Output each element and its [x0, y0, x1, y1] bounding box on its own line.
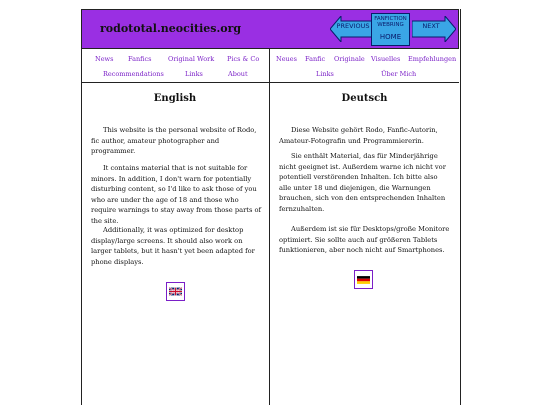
webring-next-label[interactable]: NEXT: [422, 22, 440, 30]
deutsch-nav: [270, 49, 459, 83]
english-heading: English: [153, 93, 197, 104]
english-nav: [81, 49, 269, 83]
uk-flag-icon[interactable]: [166, 282, 185, 301]
nav-pics-co[interactable]: Pics & Co: [227, 55, 260, 63]
webring-home-button[interactable]: [371, 13, 410, 46]
nav-news[interactable]: News: [95, 55, 114, 63]
nav-neues[interactable]: Neues: [276, 55, 297, 63]
site-title: rodototal.neocities.org: [100, 22, 242, 35]
nav-fanfics[interactable]: Fanfics: [128, 55, 152, 63]
content-columns: [81, 49, 459, 405]
webring-previous-label[interactable]: PREVIOUS: [336, 22, 370, 30]
english-paragraph-3: Additionally, it was optimized for desktop display/large screens. It should also work on larger tablets, but it hasn't yet been adapted for phone displays.: [91, 226, 255, 266]
nav-about[interactable]: About: [228, 70, 248, 78]
english-paragraph-2: It contains material that is not suitable for minors. In addition, I don't warn for potentially disturbing content, so I'd like to ask those of you who are under the age of 18 and those who require warnings to stay away from those parts of the site.: [91, 164, 262, 225]
webring-home-label: HOME: [379, 33, 402, 41]
fanfiction-webring: [330, 13, 456, 47]
nav-fanfic[interactable]: Fanfic: [305, 55, 326, 63]
deutsch-column: [270, 49, 459, 405]
nav-visuelles[interactable]: Visuelles: [371, 55, 401, 63]
german-flag-icon[interactable]: [354, 270, 373, 289]
nav-originale[interactable]: Originale: [334, 55, 365, 63]
nav-ueber-mich[interactable]: Über Mich: [381, 70, 417, 78]
deutsch-paragraph-2: Sie enthält Material, das für Minderjährige nicht geeignet ist. Außerdem warne ich nicht vor potentiell verstörenden Inhalten. Ich bitte also alle unter 18 und diejenigen, die Warnungen brauchen, sich von den entsprechenden Inhalten fernzuhalten.: [279, 152, 446, 213]
nav-recommendations[interactable]: Recommendations: [103, 70, 164, 78]
deutsch-paragraph-3: Außerdem ist sie für Desktops/große Monitore optimiert. Sie sollte auch auf größeren Tablets funktionieren, aber noch nicht auf Smartphones.: [279, 225, 450, 254]
nav-links-de[interactable]: Links: [316, 70, 334, 78]
nav-original-work[interactable]: Original Work: [168, 55, 215, 63]
webring-title: FANFICTION WEBRING: [374, 16, 407, 28]
deutsch-paragraph-1: Diese Website gehört Rodo, Fanfic-Autorin, Amateur-Fotografin und Programmiererin.: [279, 126, 438, 145]
english-column: [81, 49, 269, 405]
english-paragraph-1: This website is the personal website of Rodo, fic author, amateur photographer and programmer.: [91, 126, 257, 155]
nav-empfehlungen[interactable]: Empfehlungen: [408, 55, 457, 63]
nav-links[interactable]: Links: [185, 70, 203, 78]
deutsch-heading: Deutsch: [341, 93, 388, 104]
site-header: [81, 9, 459, 49]
